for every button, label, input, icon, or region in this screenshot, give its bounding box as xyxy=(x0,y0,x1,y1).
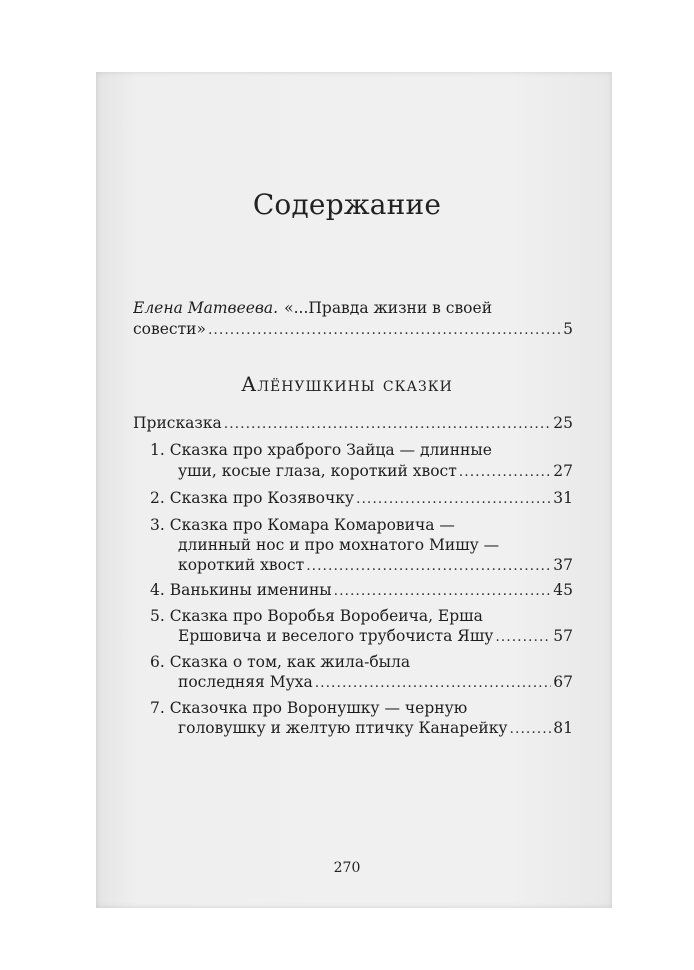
toc-entry-title-cont: уши, косые глаза, короткий хвост xyxy=(178,462,457,480)
toc-entry-title-cont: головушку и желтую птичку Канарейку xyxy=(178,719,508,737)
leader-dots xyxy=(315,671,552,694)
intro-title-part2: совести» xyxy=(133,320,206,338)
toc-page-number: 27 xyxy=(553,462,573,480)
leader-dots xyxy=(495,625,551,648)
leader-dots xyxy=(306,554,551,577)
toc-entry-title: 1. Сказка про храброго Зайца — длинные xyxy=(150,441,492,459)
toc-page-number: 31 xyxy=(553,489,573,507)
toc-page-number: 5 xyxy=(563,320,573,338)
toc-page-number: 81 xyxy=(553,719,573,737)
toc-intro-line2[interactable] xyxy=(133,317,573,341)
page-title: Содержание xyxy=(252,188,442,221)
leader-dots xyxy=(224,412,552,435)
toc-entry-title-cont: Ершовича и веселого трубочиста Яшу xyxy=(178,627,494,645)
toc-entry-title: 4. Ванькины именины xyxy=(150,581,332,599)
toc-entry-title: 3. Сказка про Комара Комаровича — xyxy=(150,516,455,534)
toc-entry[interactable] xyxy=(178,670,573,694)
toc-entry-title-cont: длинный нос и про мохнатого Мишу — xyxy=(178,536,500,554)
toc-page-number: 25 xyxy=(553,414,573,432)
leader-dots xyxy=(334,579,552,602)
leader-dots xyxy=(510,717,552,740)
toc-entry-title: 5. Сказка про Воробья Воробеича, Ерша xyxy=(150,607,483,625)
toc-entry-title-cont: последняя Муха xyxy=(178,673,313,691)
leader-dots xyxy=(459,460,551,483)
toc-page-number: 37 xyxy=(553,556,573,574)
toc-page-number: 67 xyxy=(553,673,573,691)
toc-entry[interactable] xyxy=(178,459,573,483)
section-title: Алёнушкины сказки xyxy=(241,372,453,396)
toc-entry[interactable] xyxy=(150,578,573,602)
toc-entry-title: 2. Сказка про Козявочку xyxy=(150,489,354,507)
toc-entry-title-cont: короткий хвост xyxy=(178,556,305,574)
toc-entry[interactable] xyxy=(150,486,573,510)
toc-entry[interactable] xyxy=(133,411,573,435)
leader-dots xyxy=(208,318,561,341)
intro-author: Елена Матвеева. xyxy=(133,299,279,317)
leader-dots xyxy=(356,487,551,510)
toc-page-number: 45 xyxy=(553,581,573,599)
toc-entry[interactable] xyxy=(178,716,573,740)
page-number: 270 xyxy=(333,860,361,876)
toc-entry[interactable] xyxy=(178,553,573,577)
toc-entry-title: 6. Сказка о том, как жила-была xyxy=(150,653,411,671)
toc-entry[interactable] xyxy=(178,624,573,648)
toc-entry-title: Присказка xyxy=(133,414,222,432)
toc-page-number: 57 xyxy=(553,627,573,645)
toc-entry-title: 7. Сказочка про Воронушку — черную xyxy=(150,699,468,717)
intro-title-part1: «...Правда жизни в своей xyxy=(284,299,493,317)
